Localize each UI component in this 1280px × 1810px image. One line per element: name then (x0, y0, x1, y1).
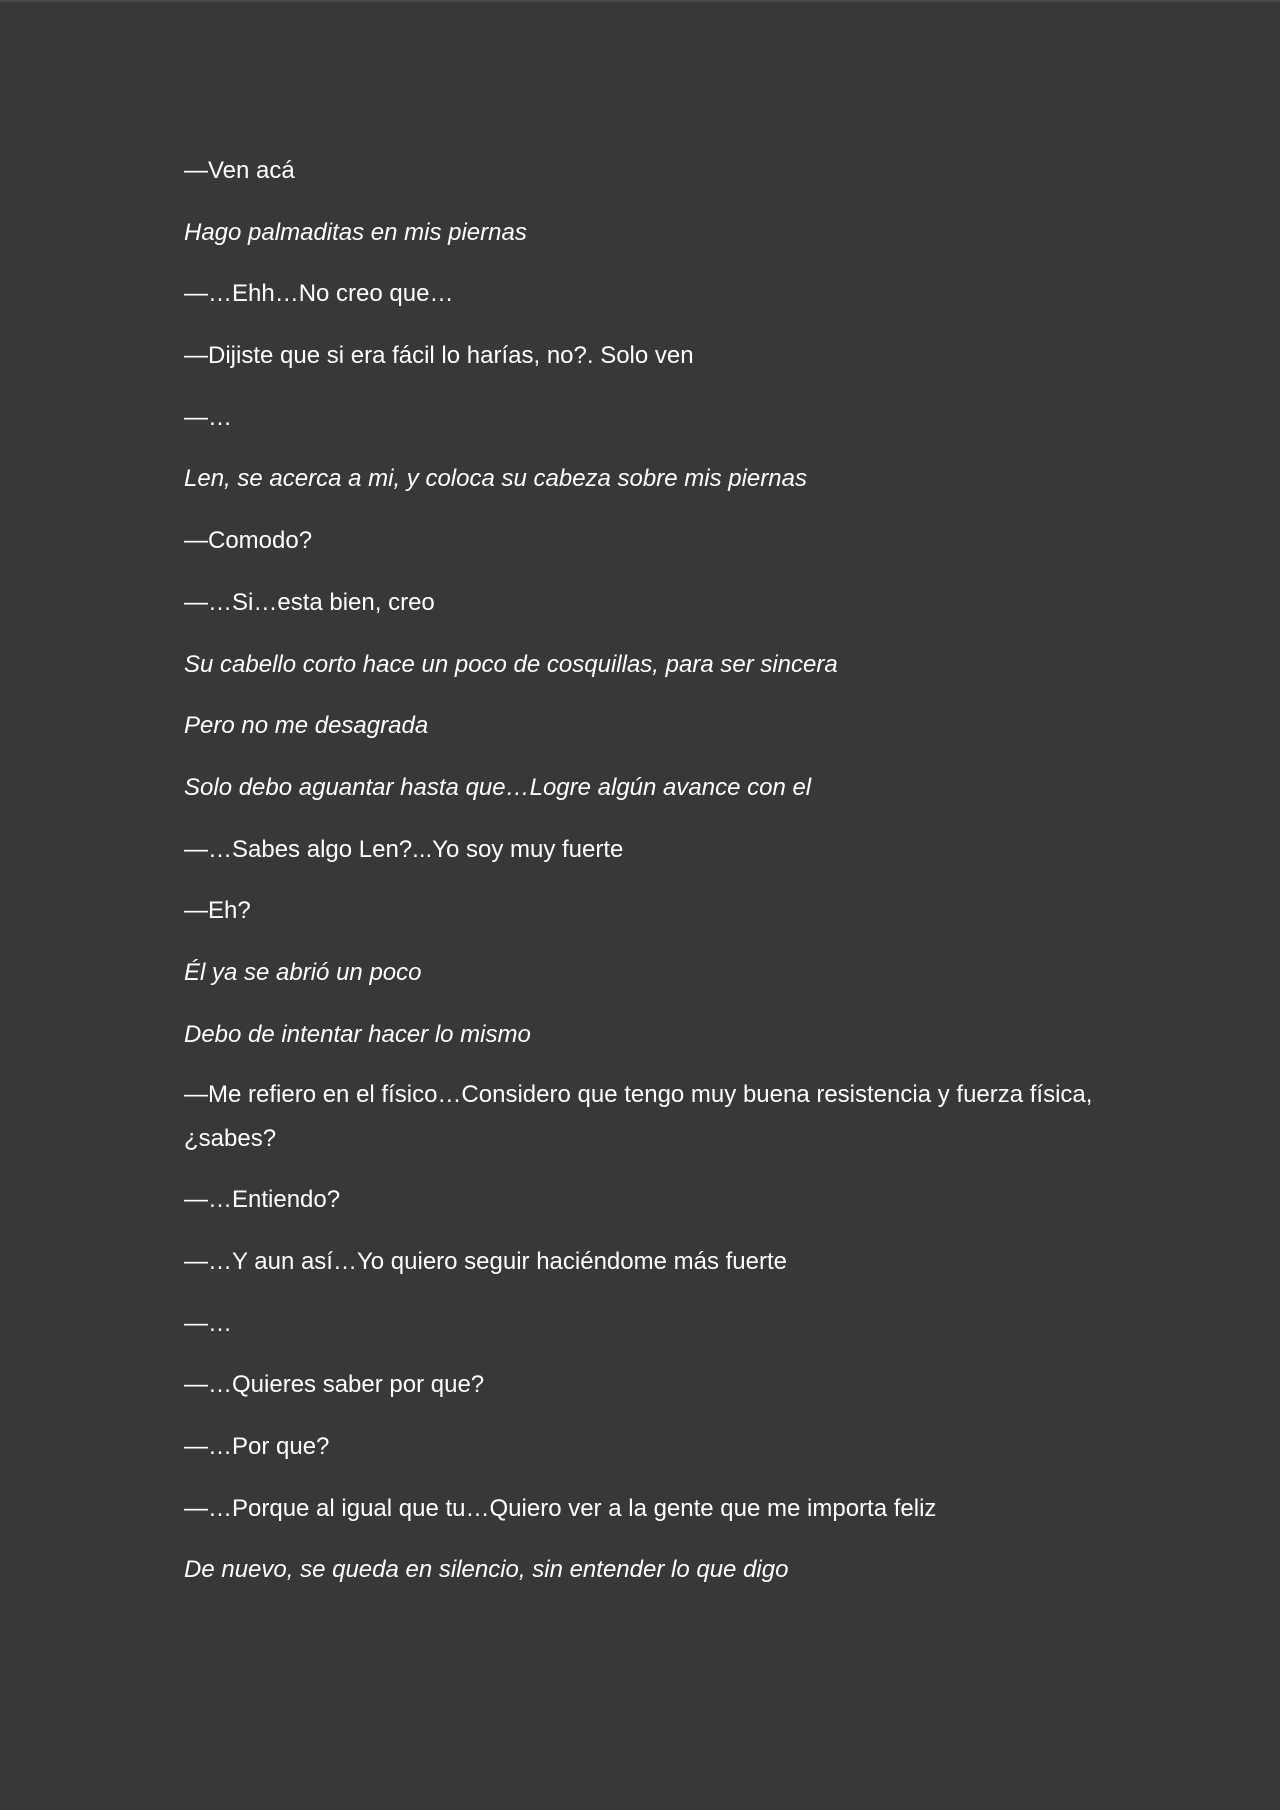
dialogue-line: —… (184, 403, 232, 431)
story-text-page (184, 150, 1104, 1611)
dialogue-line: —… (184, 1309, 232, 1337)
dialogue-line: —…Ehh…No creo que… (184, 280, 454, 308)
narration-line: Pero no me desagrada (184, 712, 429, 740)
dialogue-line: —…Porque al igual que tu…Quiero ver a la gente que me importa feliz (184, 1494, 937, 1522)
dialogue-line: —…Si…esta bien, creo (184, 588, 435, 616)
dialogue-line: —Dijiste que si era fácil lo harías, no?. Solo ven (184, 342, 694, 370)
dialogue-line: —…Quieres saber por que? (184, 1371, 485, 1399)
narration-line: De nuevo, se queda en silencio, sin entender lo que digo (184, 1556, 789, 1584)
dialogue-line: —…Por que? (184, 1433, 330, 1461)
narration-line: Solo debo aguantar hasta que…Logre algún avance con el (184, 773, 812, 801)
narration-line: Hago palmaditas en mis piernas (184, 218, 527, 246)
narration-line: Len, se acerca a mi, y coloca su cabeza sobre mis piernas (184, 465, 807, 493)
dialogue-line: —Comodo? (184, 527, 313, 555)
dialogue-line: —Eh? (184, 897, 251, 925)
narration-line: Debo de intentar hacer lo mismo (184, 1020, 531, 1048)
dialogue-line: —Ven acá (184, 157, 295, 184)
top-divider (0, 0, 1280, 2)
narration-line: Su cabello corto hace un poco de cosquillas, para ser sincera (184, 650, 838, 678)
dialogue-line: —…Entiendo? (184, 1186, 341, 1214)
dialogue-line: —…Y aun así…Yo quiero seguir haciéndome más fuerte (184, 1248, 788, 1275)
narration-line: Él ya se abrió un poco (184, 958, 422, 986)
dialogue-line: —…Sabes algo Len?...Yo soy muy fuerte (184, 835, 624, 863)
dialogue-line: —Me refiero en el físico…Considero que tengo muy buena resistencia y fuerza física, ¿sabes? (184, 1081, 1093, 1153)
